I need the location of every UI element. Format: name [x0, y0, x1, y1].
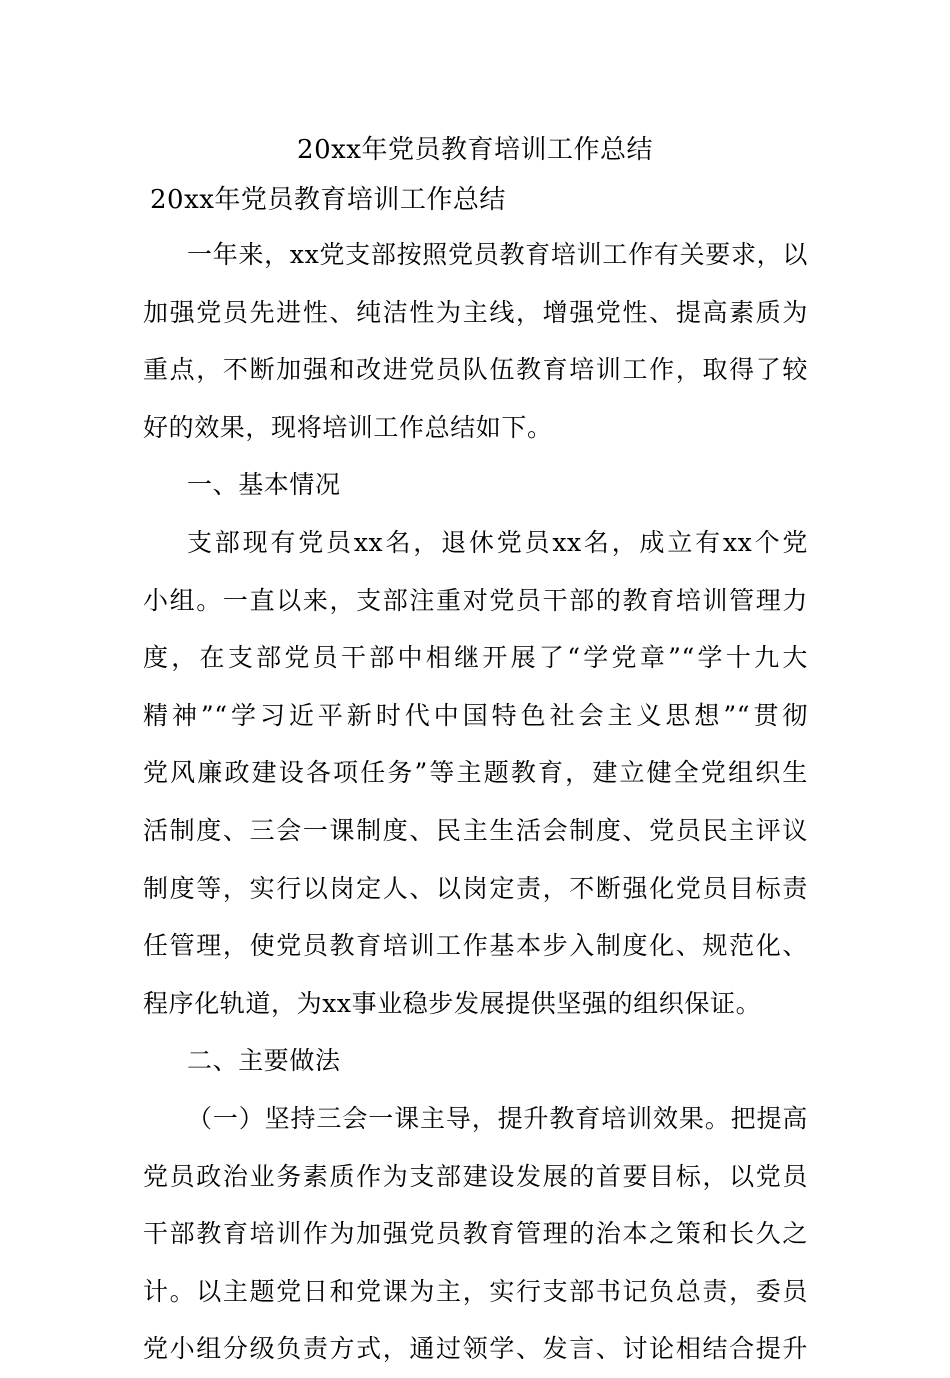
text-line: 二、主要做法 — [187, 1046, 341, 1076]
text-line: 计。以主题党日和党课为主，实行支部书记负总责，委员 — [143, 1276, 808, 1306]
text-line: 加强党员先进性、纯洁性为主线，增强党性、提高素质为 — [143, 297, 808, 327]
text-line: 一年来，xx党支部按照党员教育培训工作有关要求，以 — [187, 240, 808, 269]
text-line: 好的效果，现将培训工作总结如下。 — [143, 412, 553, 442]
text-line: （一）坚持三会一课主导，提升教育培训效果。把提高 — [187, 1103, 808, 1133]
text-line: 小组。一直以来，支部注重对党员干部的教育培训管理力 — [143, 585, 808, 615]
text-line: 支部现有党员xx名，退休党员xx名，成立有xx个党 — [187, 527, 808, 557]
text-line: 任管理，使党员教育培训工作基本步入制度化、规范化、 — [143, 931, 808, 961]
text-line: 活制度、三会一课制度、民主生活会制度、党员民主评议 — [143, 815, 808, 845]
text-line: 党员政治业务素质作为支部建设发展的首要目标，以党员 — [143, 1161, 808, 1191]
text-line: 程序化轨道，为xx事业稳步发展提供坚强的组织保证。 — [143, 988, 762, 1018]
text-line: 一、基本情况 — [187, 470, 341, 500]
document-title: 20xx年党员教育培训工作总结 — [297, 135, 653, 165]
text-line: 度，在支部党员干部中相继开展了“学党章”“学十九大 — [143, 643, 808, 673]
document-subtitle: 20xx年党员教育培训工作总结 — [150, 185, 506, 215]
document-body — [143, 226, 808, 1378]
text-line: 党小组分级负责方式，通过领学、发言、讨论相结合提升 — [143, 1334, 808, 1364]
text-line: 党风廉政建设各项任务”等主题教育，建立健全党组织生 — [143, 758, 808, 788]
text-line: 干部教育培训作为加强党员教育管理的治本之策和长久之 — [143, 1219, 808, 1249]
text-line: 制度等，实行以岗定人、以岗定责，不断强化党员目标责 — [143, 873, 808, 903]
text-line: 重点，不断加强和改进党员队伍教育培训工作，取得了较 — [143, 355, 808, 385]
text-line: 精神”“学习近平新时代中国特色社会主义思想”“贯彻 — [143, 700, 808, 730]
